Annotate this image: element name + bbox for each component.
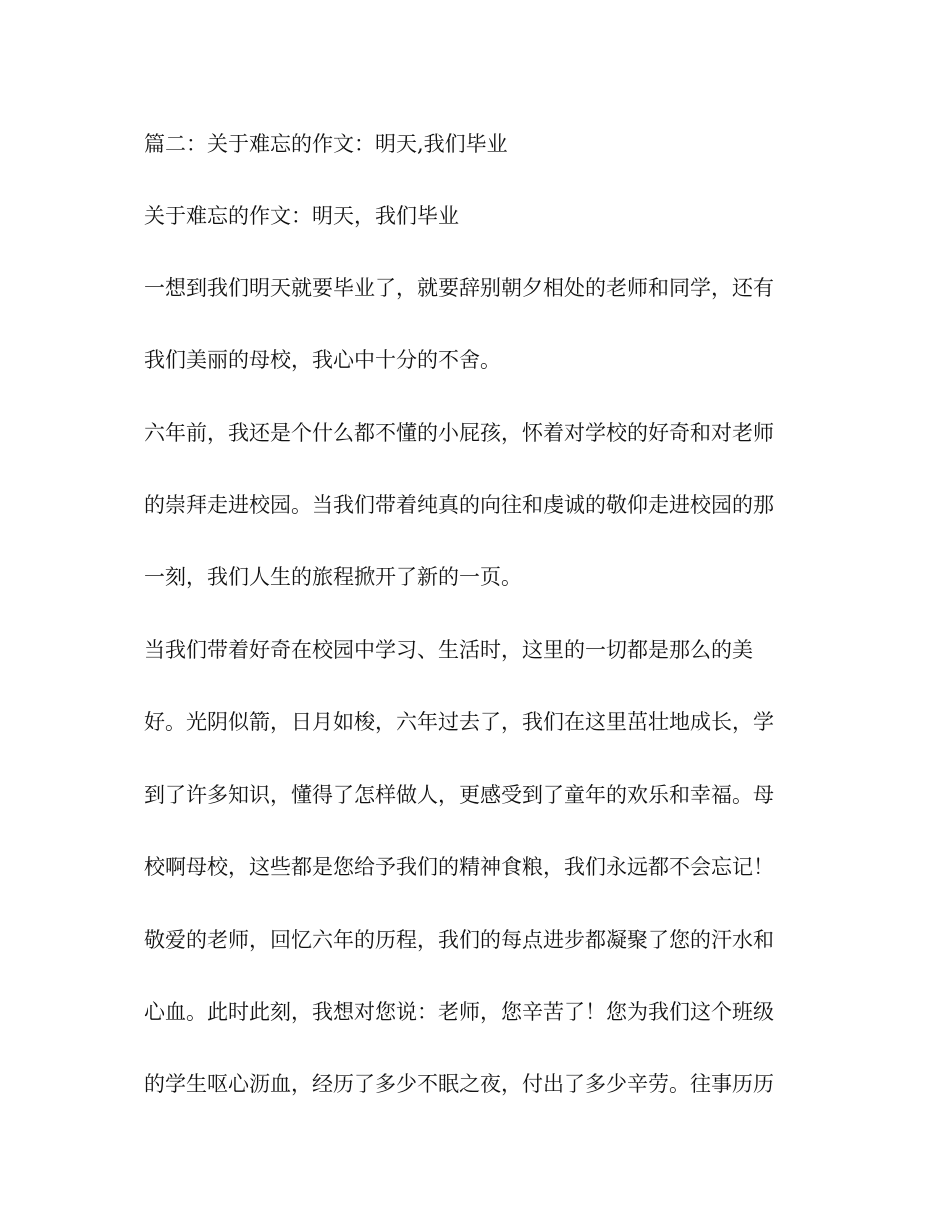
text-line: 到了许多知识，懂得了怎样做人，更感受到了童年的欢乐和幸福。母 bbox=[144, 783, 774, 807]
document-title: 篇二：关于难忘的作文：明天,我们毕业 bbox=[144, 132, 508, 156]
text-line: 校啊母校，这些都是您给予我们的精神食粮，我们永远都不会忘记！ bbox=[144, 855, 774, 879]
text-line: 的崇拜走进校园。当我们带着纯真的向往和虔诚的敬仰走进校园的那 bbox=[144, 493, 774, 517]
text-line: 心血。此时此刻，我想对您说：老师，您辛苦了！您为我们这个班级 bbox=[144, 1000, 774, 1024]
text-line: 敬爱的老师，回忆六年的历程，我们的每点进步都凝聚了您的汗水和 bbox=[144, 928, 774, 952]
text-line: 我们美丽的母校，我心中十分的不舍。 bbox=[144, 348, 501, 372]
text-line: 六年前，我还是个什么都不懂的小屁孩，怀着对学校的好奇和对老师 bbox=[144, 421, 774, 445]
document-subtitle: 关于难忘的作文：明天，我们毕业 bbox=[144, 204, 459, 228]
text-line: 当我们带着好奇在校园中学习、生活时，这里的一切都是那么的美 bbox=[144, 638, 753, 662]
text-line: 的学生呕心沥血，经历了多少不眠之夜，付出了多少辛劳。往事历历 bbox=[144, 1072, 774, 1096]
text-line: 好。光阴似箭，日月如梭，六年过去了，我们在这里茁壮地成长，学 bbox=[144, 710, 774, 734]
text-line: 一想到我们明天就要毕业了，就要辞别朝夕相处的老师和同学，还有 bbox=[144, 276, 774, 300]
text-line: 一刻，我们人生的旅程掀开了新的一页。 bbox=[144, 565, 522, 589]
